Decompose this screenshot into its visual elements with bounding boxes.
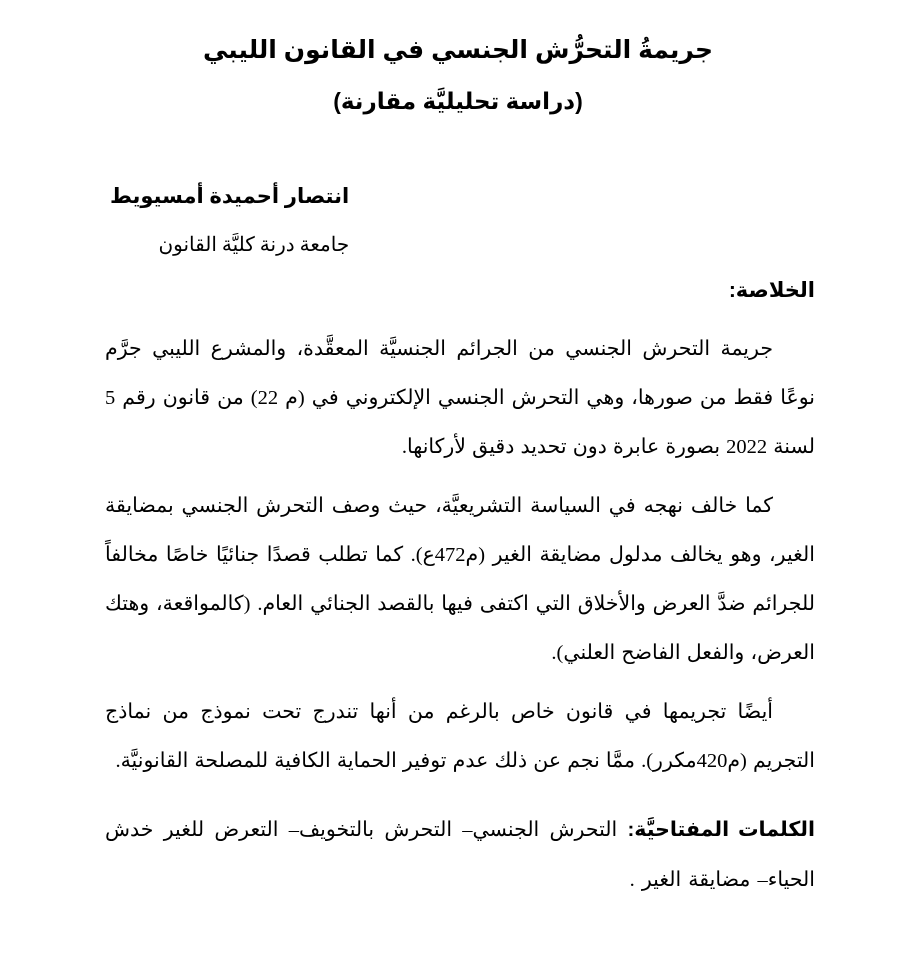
abstract-paragraph: كما خالف نهجه في السياسة التشريعيَّة، حيث وصف التحرش الجنسي بمضايقة الغير، وهو يخالف مدلول مضايقة الغير (م472ع). كما تطلب قصدًا جنائيًا خاصًا مخالفاً للجرائم ضدَّ العرض والأخلاق التي اكتفى فيها بالقصد الجنائي العام. (كالمواقعة، وهتك العرض، والفعل الفاضح العلني). <box>105 495 815 665</box>
page-subtitle: (دراسة تحليليَّة مقارنة) <box>333 87 583 114</box>
author-block <box>110 183 349 258</box>
abstract-paragraph: جريمة التحرش الجنسي من الجرائم الجنسيَّة المعقَّدة، والمشرع الليبي جرَّم نوعًا فقط من صورها، وهي التحرش الجنسي الإلكتروني في (م 22) من قانون رقم 5 لسنة 2022 بصورة عابرة دون تحديد دقيق لأركانها. <box>105 338 815 459</box>
author-affiliation: جامعة درنة كليَّة القانون <box>158 234 350 257</box>
abstract-heading: الخلاصة: <box>728 279 815 302</box>
author-name: انتصار أحميدة أمسيويط <box>110 185 350 208</box>
page-title: جريمةُ التحرُّش الجنسي في القانون الليبي <box>202 36 713 64</box>
abstract-paragraph: أيضًا تجريمها في قانون خاص بالرغم من أنها تندرج تحت نموذج من نماذج التجريم (م420مكرر). ممَّا نجم عن ذلك عدم توفير الحماية الكافية للمصلحة القانونيَّة. <box>105 701 815 773</box>
keywords-list: التحرش الجنسي– التحرش بالتخويف– التعرض للغير خدش الحياء– مضايقة الغير . <box>105 819 815 891</box>
keywords-label: الكلمات المفتاحيَّة: <box>627 818 815 841</box>
title-block <box>0 34 916 117</box>
keywords-block <box>105 805 815 906</box>
abstract-section <box>105 278 815 786</box>
